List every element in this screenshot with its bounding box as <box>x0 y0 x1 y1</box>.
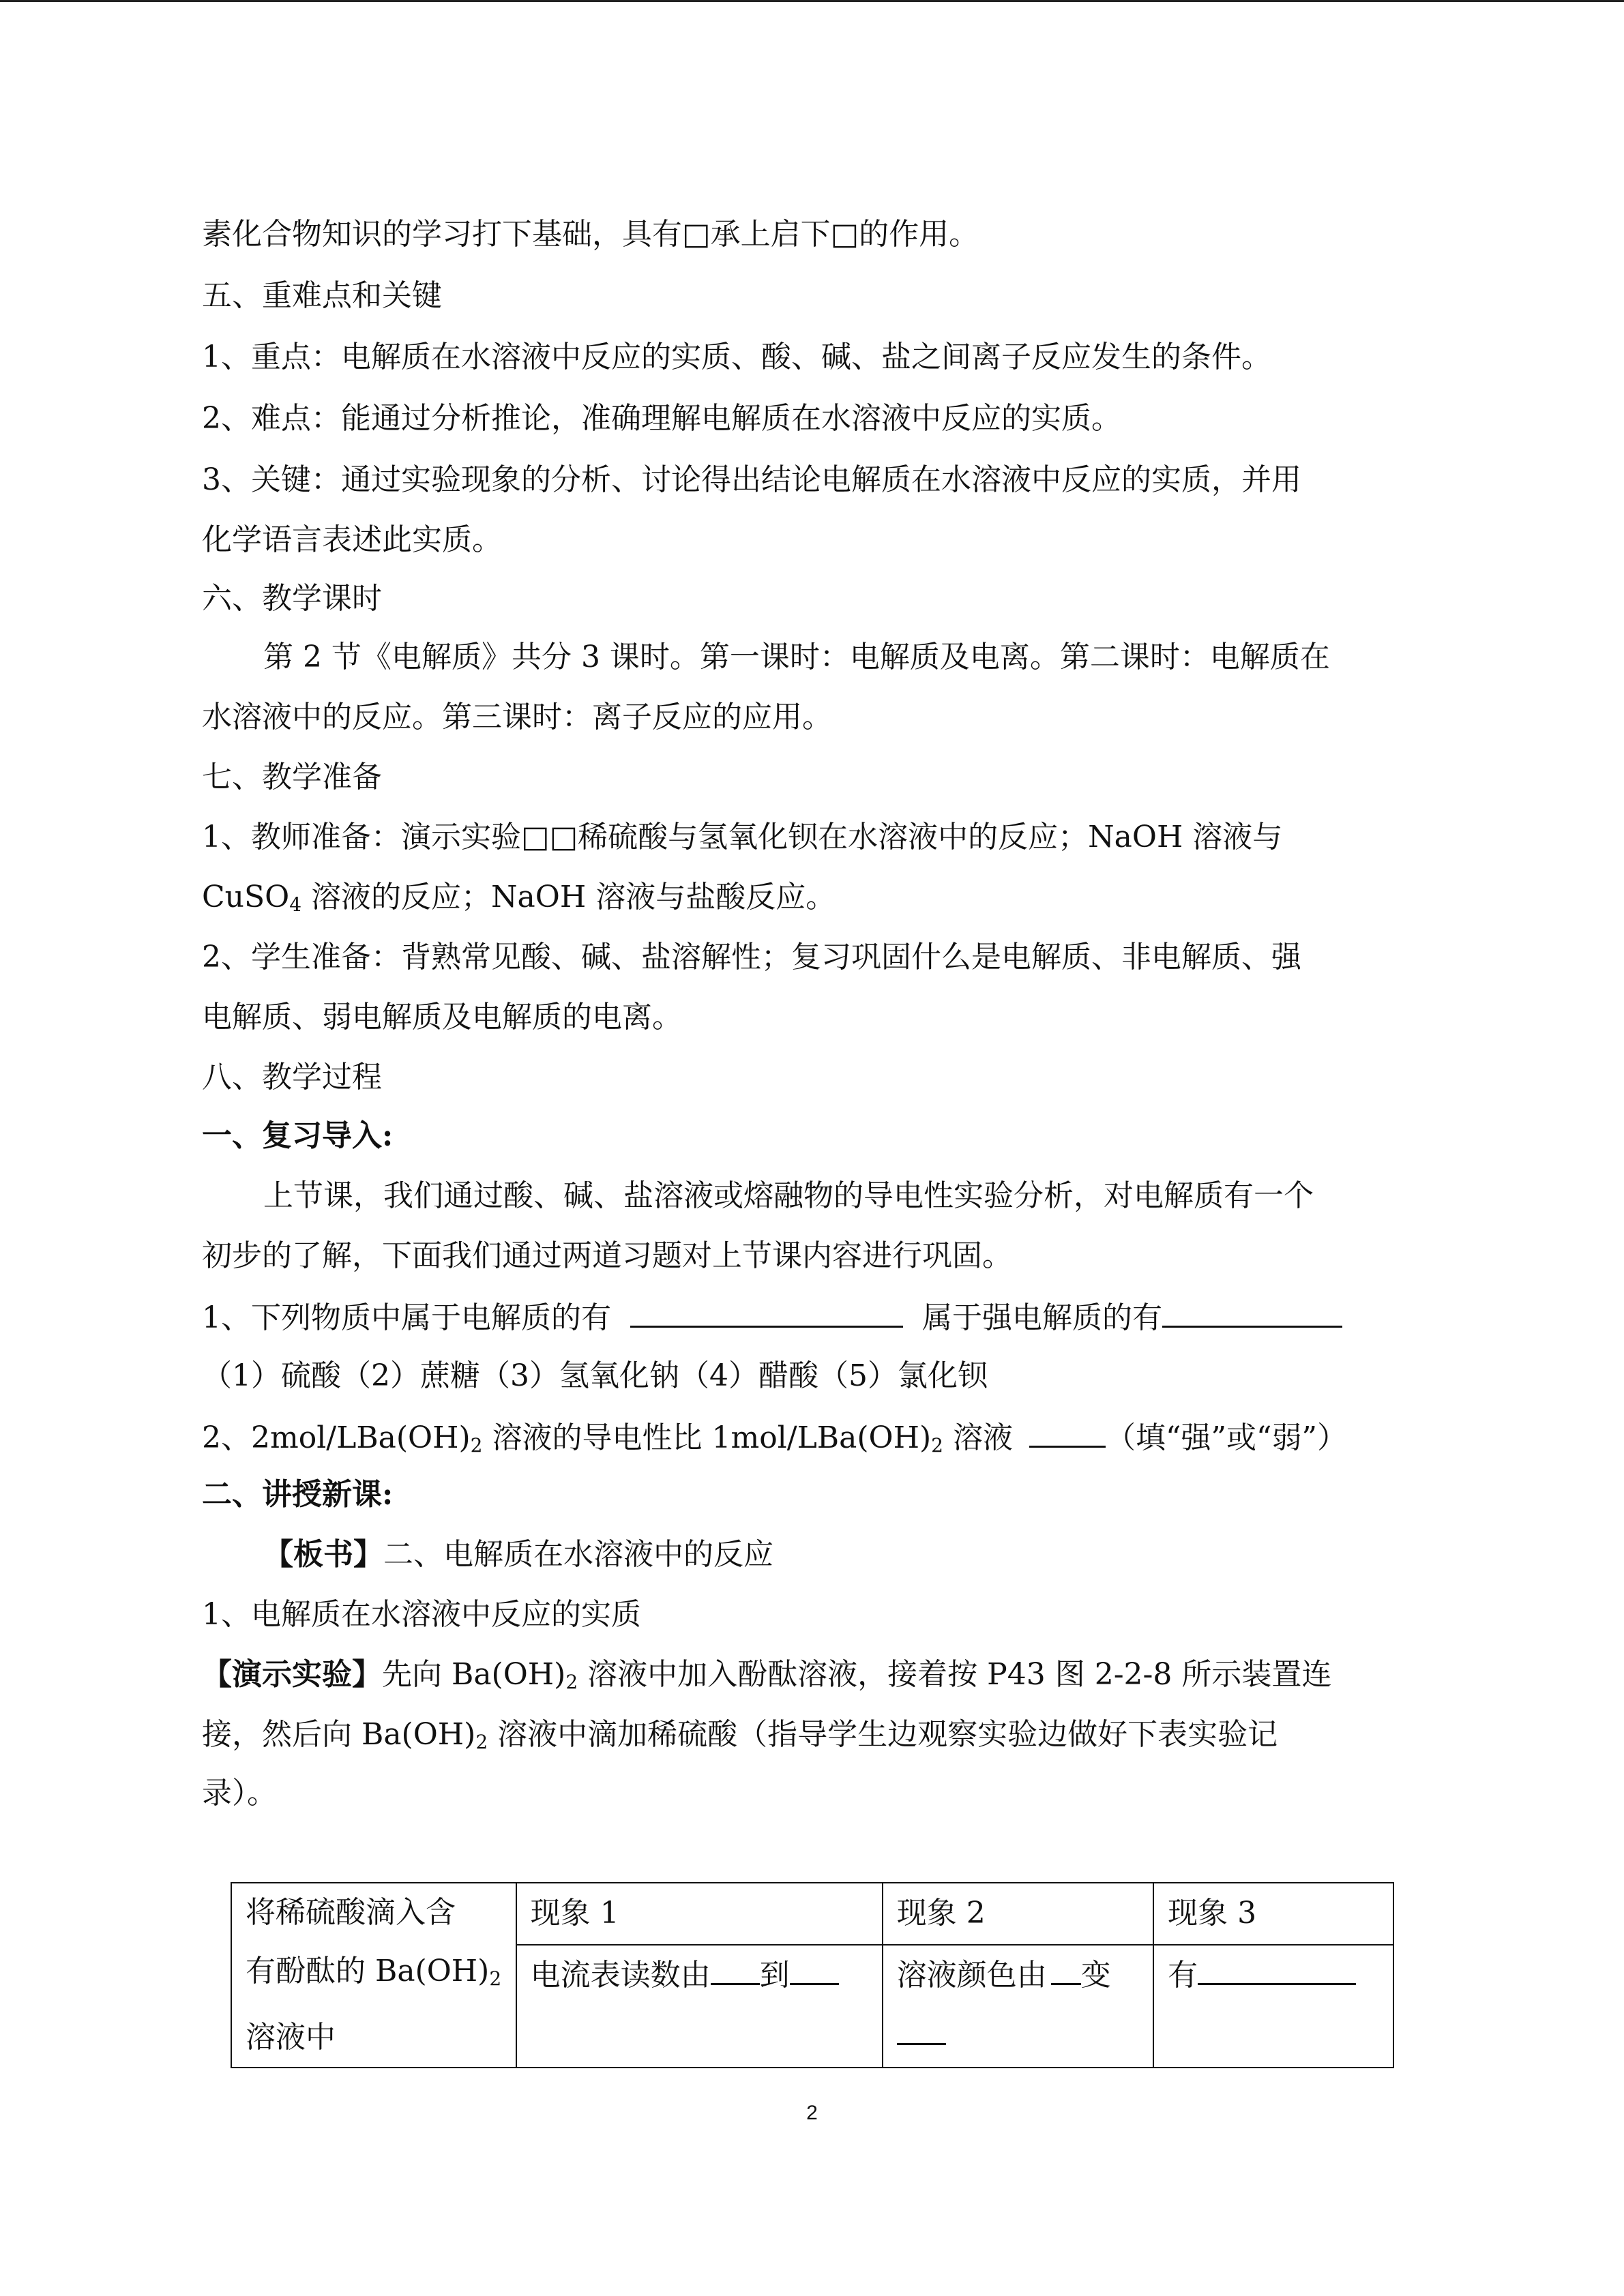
options-line: （1）硫酸（2）蔗糖（3）氢氧化钠（4）醋酸（5）氯化钡 <box>202 1358 988 1393</box>
subscript: 4 <box>289 893 302 916</box>
paragraph-line: 第 2 节《电解质》共分 3 课时。第一课时：电解质及电离。第二课时：电解质在 <box>263 640 1330 674</box>
text-span: 溶液的反应；NaOH 溶液与盐酸反应。 <box>301 880 836 914</box>
paragraph-line <box>202 1654 1331 1703</box>
answer-blank[interactable] <box>1198 1953 1356 1985</box>
paragraph-line: 1、电解质在水溶液中反应的实质 <box>202 1597 641 1632</box>
section-heading: 八、教学过程 <box>202 1060 382 1094</box>
table-cell <box>516 1945 883 2068</box>
cell-text: 溶液颜色由 <box>896 1958 1047 1993</box>
text-span: 接，然后向 Ba(OH) <box>202 1717 476 1752</box>
subscript: 2 <box>931 1434 943 1457</box>
text-span: 溶液中加入酚酞溶液，接着按 P43 图 2-2-8 所示装置连 <box>578 1657 1332 1692</box>
table-cell <box>1153 1945 1393 2068</box>
question-line <box>202 1416 1347 1466</box>
lead-line: 溶液中 <box>246 2020 336 2055</box>
question-text: 溶液的导电性比 1mol/LBa(OH) <box>482 1420 932 1455</box>
table-header: 现象 2 <box>883 1883 1153 1945</box>
subscript: 2 <box>565 1671 578 1693</box>
paragraph-line: 初步的了解，下面我们通过两道习题对上节课内容进行巩固。 <box>202 1238 1012 1273</box>
formula-text: CuSO <box>202 880 290 914</box>
paragraph-line: 水溶液中的反应。第三课时：离子反应的应用。 <box>202 700 832 734</box>
subscript: 2 <box>470 1434 483 1457</box>
paragraph-line: 2、学生准备：背熟常见酸、碱、盐溶解性；复习巩固什么是电解质、非电解质、强 <box>202 940 1301 974</box>
cell-text: 有 <box>1168 1958 1198 1993</box>
question-text: 2、2mol/LBa(OH) <box>202 1420 471 1455</box>
cell-text: 到 <box>759 1958 790 1993</box>
answer-blank[interactable] <box>1162 1296 1342 1328</box>
answer-blank[interactable] <box>897 2013 946 2045</box>
paragraph-line: 1、教师准备：演示实验□□稀硫酸与氢氧化钡在水溶液中的反应；NaOH 溶液与 <box>202 820 1283 854</box>
paragraph-line: 1、重点：电解质在水溶液中反应的实质、酸、碱、盐之间离子反应发生的条件。 <box>202 340 1271 374</box>
cell-text: 电流表读数由 <box>530 1958 711 1993</box>
bold-heading: 二、讲授新课: <box>202 1477 394 1512</box>
table-row <box>231 1883 1393 1945</box>
table-header: 现象 3 <box>1153 1883 1393 1945</box>
cell-text: 变 <box>1080 1958 1111 1993</box>
board-note <box>263 1534 773 1575</box>
lead-text: 有酚酞的 Ba(OH) <box>246 1954 490 1988</box>
paragraph-line: 3、关键：通过实验现象的分析、讨论得出结论电解质在水溶液中反应的实质，并用 <box>202 462 1301 497</box>
paragraph-line <box>202 877 836 925</box>
section-heading: 七、教学准备 <box>202 760 382 794</box>
text-span: 先向 Ba(OH) <box>382 1657 566 1692</box>
text-span: 溶液中滴加稀硫酸（指导学生边观察实验边做好下表实验记 <box>488 1717 1278 1752</box>
table-cell <box>883 1945 1153 2068</box>
question-line <box>202 1296 1342 1339</box>
lead-line: 将稀硫酸滴入含 <box>246 1895 456 1930</box>
paragraph-line <box>202 1714 1278 1763</box>
paragraph-line: 录）。 <box>202 1776 277 1810</box>
answer-blank[interactable] <box>1029 1416 1106 1448</box>
answer-blank[interactable] <box>630 1296 903 1328</box>
question-text: （填“强”或“弱”） <box>1105 1420 1347 1455</box>
table-header: 现象 1 <box>516 1883 883 1945</box>
paragraph-line: 2、难点：能通过分析推论，准确理解电解质在水溶液中反应的实质。 <box>202 401 1121 436</box>
section-heading: 五、重难点和关键 <box>202 278 442 313</box>
paragraph-line: 上节课，我们通过酸、碱、盐溶液或熔融物的导电性实验分析，对电解质有一个 <box>263 1178 1314 1213</box>
subscript: 2 <box>489 1967 502 1990</box>
subscript: 2 <box>475 1731 488 1753</box>
answer-blank[interactable] <box>1051 1953 1081 1985</box>
answer-blank[interactable] <box>790 1953 839 1985</box>
page-number: 2 <box>806 2102 818 2124</box>
lead-line <box>246 1942 502 2008</box>
board-label: 【板书】 <box>263 1537 383 1572</box>
paragraph-line: 电解质、弱电解质及电解质的电离。 <box>202 1000 682 1034</box>
table-lead-cell <box>231 1883 516 2068</box>
demo-label: 【演示实验】 <box>202 1657 382 1692</box>
board-text: 二、电解质在水溶液中的反应 <box>383 1537 773 1572</box>
answer-blank[interactable] <box>711 1953 760 1985</box>
paragraph-line: 素化合物知识的学习打下基础，具有□承上启下□的作用。 <box>202 217 979 252</box>
section-heading: 六、教学课时 <box>202 581 382 616</box>
paragraph-line: 化学语言表述此实质。 <box>202 522 502 557</box>
question-text: 溶液 <box>943 1420 1013 1455</box>
experiment-table <box>231 1882 1394 2068</box>
question-text: 属于强电解质的有 <box>922 1300 1162 1335</box>
bold-heading: 一、复习导入: <box>202 1118 394 1153</box>
question-text: 1、下列物质中属于电解质的有 <box>202 1300 611 1335</box>
